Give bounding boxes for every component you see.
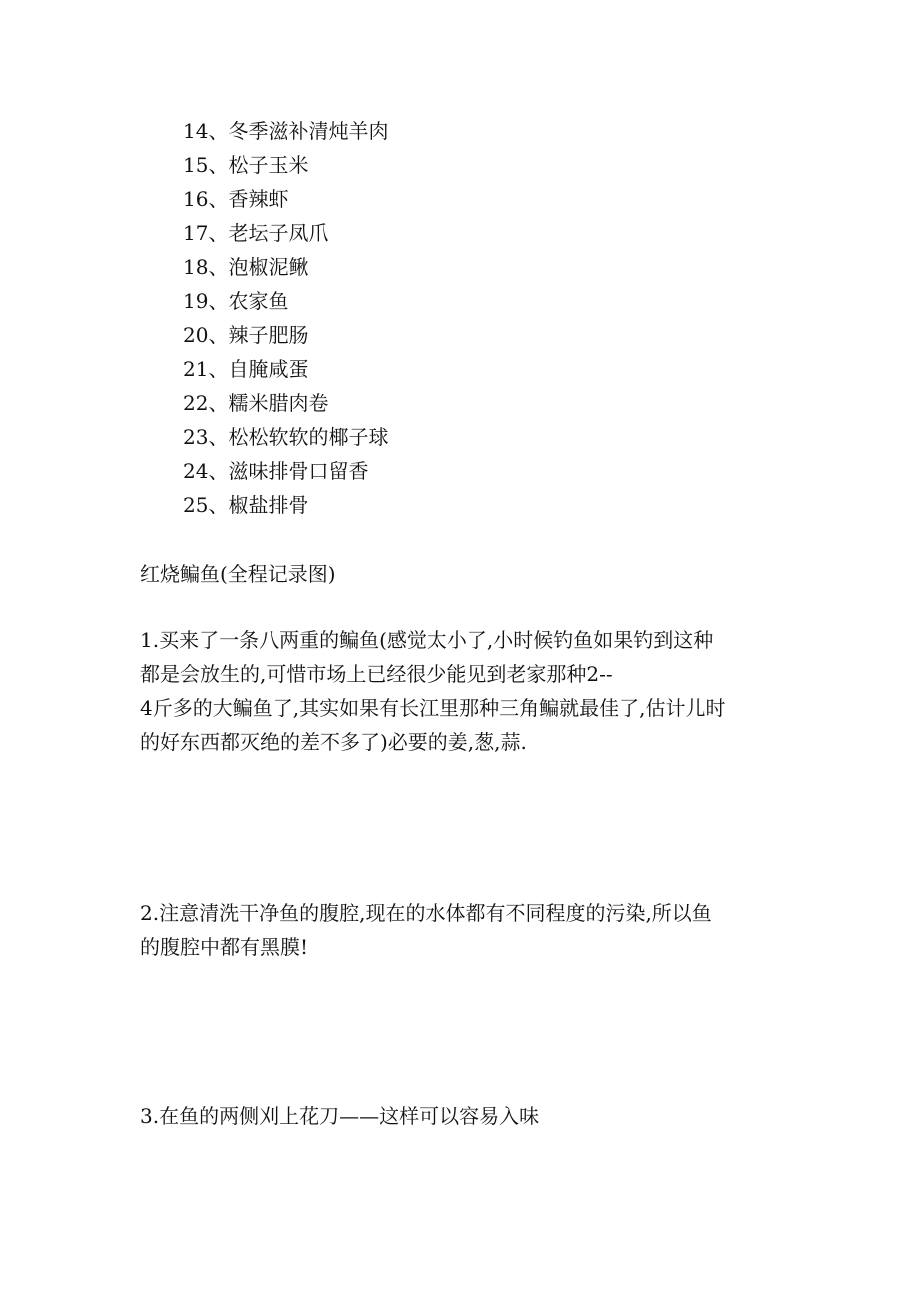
step-3-paragraph	[140, 1099, 790, 1133]
list-item: 15、松子玉米	[183, 153, 309, 177]
list-item: 21、自腌咸蛋	[183, 357, 309, 381]
step-3-line: 3.在鱼的两侧刈上花刀——这样可以容易入味	[140, 1104, 540, 1128]
list-item: 25、椒盐排骨	[183, 493, 309, 517]
step-2-paragraph	[140, 896, 790, 964]
step-1-line: 4斤多的大鳊鱼了,其实如果有长江里那种三角鳊就最佳了,估计儿时	[140, 696, 726, 720]
list-item: 19、农家鱼	[183, 289, 289, 313]
step-2-line: 的腹腔中都有黑膜!	[140, 935, 309, 959]
list-item: 24、滋味排骨口留香	[183, 459, 369, 483]
step-1-line: 的好东西都灭绝的差不多了)必要的姜,葱,蒜.	[140, 730, 527, 754]
article-title	[140, 557, 790, 591]
list-item: 17、老坛子凤爪	[183, 221, 329, 245]
list-item: 22、糯米腊肉卷	[183, 391, 329, 415]
step-1-paragraph	[140, 623, 790, 759]
list-item: 14、冬季滋补清炖羊肉	[183, 119, 389, 143]
step-2-line: 2.注意清洗干净鱼的腹腔,现在的水体都有不同程度的污染,所以鱼	[140, 901, 712, 925]
recipe-list	[183, 114, 388, 522]
step-1-line: 1.买来了一条八两重的鳊鱼(感觉太小了,小时候钓鱼如果钓到这种	[140, 628, 714, 652]
list-item: 20、辣子肥肠	[183, 323, 309, 347]
article-title-text: 红烧鳊鱼(全程记录图)	[140, 562, 336, 586]
list-item: 23、松松软软的椰子球	[183, 425, 389, 449]
list-item: 16、香辣虾	[183, 187, 289, 211]
step-1-line: 都是会放生的,可惜市场上已经很少能见到老家那种2--	[140, 662, 613, 686]
list-item: 18、泡椒泥鳅	[183, 255, 309, 279]
